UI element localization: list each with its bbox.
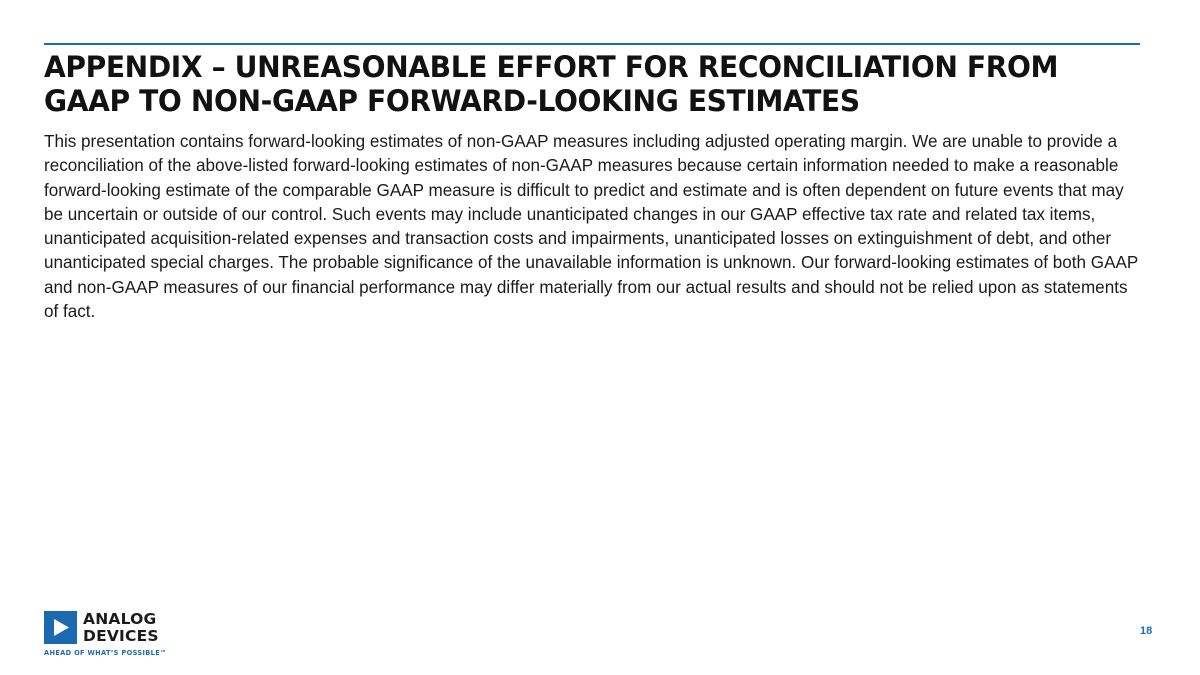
logo-wordmark [83, 611, 159, 644]
page-title [44, 50, 1154, 118]
page-title-line-2: GAAP TO NON-GAAP FORWARD-LOOKING ESTIMATES [44, 84, 860, 118]
logo-tagline: AHEAD OF WHAT’S POSSIBLE™ [44, 649, 167, 657]
logo-triangle-icon [44, 611, 77, 644]
title-divider-rule [44, 43, 1140, 45]
body-paragraph: This presentation contains forward-looking estimates of non-GAAP measures including adjusted operating margin. We are unable to provide a reconciliation of the above-listed forward-looking estimates of non-GAAP measures because certain information needed to make a reasonable forward-looking estimate of the comparable GAAP measure is difficult to predict and estimate and is often dependent on future events that may be uncertain or outside of our control. Such events may include unanticipated changes in our GAAP effective tax rate and related tax items, unanticipated acquisition-related expenses and transaction costs and impairments, unanticipated losses on extinguishment of debt, and other unanticipated special charges. The probable significance of the unavailable information is unknown. Our forward-looking estimates of both GAAP and non-GAAP measures of our financial performance may differ materially from our actual results and should not be relied upon as statements of fact. [44, 132, 1138, 322]
logo-wordmark-line-1: ANALOG [83, 610, 157, 628]
page-number: 18 [1140, 625, 1153, 637]
page-title-line-1: APPENDIX – UNREASONABLE EFFORT FOR RECONCILIATION FROM [44, 50, 1059, 84]
analog-devices-logo [44, 611, 174, 659]
logo-wordmark-line-2: DEVICES [83, 626, 159, 645]
